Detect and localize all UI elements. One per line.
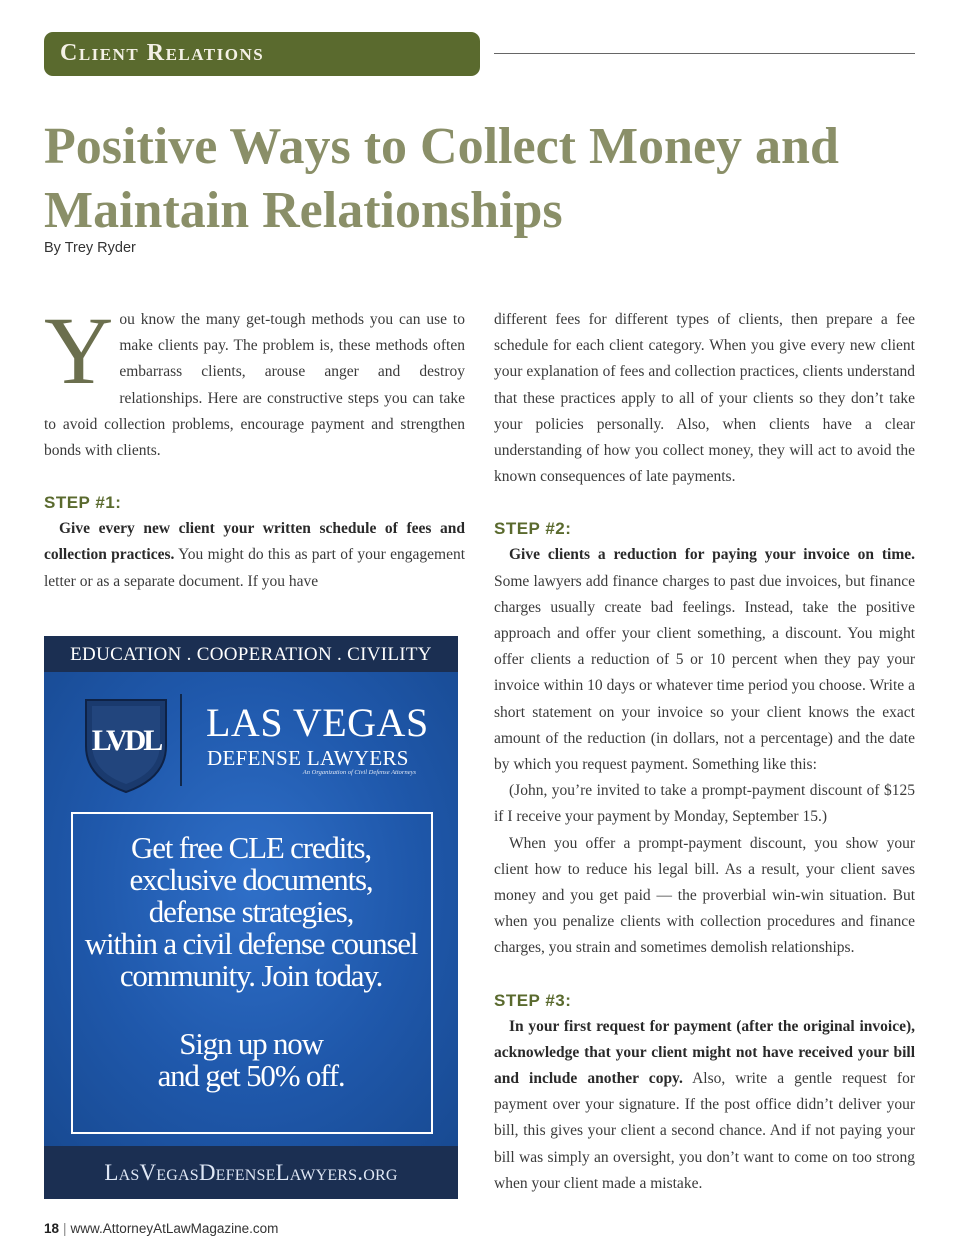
ad-pitch-line: community. Join today. (119, 958, 383, 993)
ad-pitch-line: defense strategies, (148, 894, 354, 929)
step-3-paragraph (494, 1014, 915, 1197)
section-label: Client Relations (60, 40, 265, 66)
ad-divider (180, 694, 182, 786)
ad-pitch-line: Get free CLE credits, (131, 830, 371, 865)
step-3-text: Also, write a gentle request for payment over your signature. If the post office didn’t deliver your bill, this gives your client a second chance. And if not paying your bill was simply an oversight, you don’t want to come on too strong when your client made a mistake. (494, 1070, 915, 1192)
intro-paragraph (44, 297, 465, 464)
ad-offer-line: Sign up now (179, 1026, 323, 1061)
page-number: 18 (44, 1221, 60, 1236)
ad-top-bar: EDUCATION . COOPERATION . CIVILITY (44, 636, 458, 672)
drop-cap: Y (44, 297, 114, 404)
ad-offer (74, 1028, 428, 1092)
step-2-paragraph (494, 542, 915, 778)
step-3-lead: In your first request for payment (after the original invoice), acknowledge that your client might not have received your bill and include another copy. (494, 1017, 915, 1088)
section-tab (44, 32, 480, 76)
left-column (44, 297, 466, 595)
intro-text: ou know the many get-tough methods you can use to make clients pay. The problem is, these methods often embarrass clients, arouse anger and destroy relationships. Here are constructive steps you can take to avoid collection problems, encourage payment and strengthen bonds with clients. (44, 311, 465, 460)
step-2-followup: When you offer a prompt-payment discount, you show your client how to reduce his legal bill. As a result, your client saves money and you get paid — the proverbial win-win situation. But when you penalize clients with collection procedures and finance charges, you strain and sometimes demolish relationships. (494, 834, 915, 957)
advertisement[interactable] (44, 636, 458, 1199)
step-3-heading: STEP #3: (494, 990, 572, 1010)
step-1-continued: different fees for different types of clients, then prepare a fee schedule for each client category. When you give every new client your explanation of fees and collection practices, clients understand that these practices apply to all of your clients so they don’t take your policies personally. Also, when clients have a clear understanding of how you collect money, they will act to avoid the known consequences of late payments. (494, 311, 915, 486)
ad-pitch-line: exclusive documents, (129, 862, 373, 897)
ad-url-link[interactable]: LasVegasDefenseLawyers.org (44, 1146, 458, 1199)
right-column (494, 307, 915, 1197)
footer-website[interactable]: www.AttorneyAtLawMagazine.com (70, 1221, 279, 1236)
ad-pitch (74, 832, 428, 992)
step-2-example: (John, you’re invited to take a prompt-payment discount of $125 if I receive your payment by Monday, September 15.) (494, 782, 915, 826)
ad-brand: LAS VEGAS (206, 700, 429, 745)
page-footer (44, 1221, 278, 1236)
step-1-text: You might do this as part of your engagement letter or as a separate document. If you have (44, 546, 466, 590)
article-title: Positive Ways to Collect Money and Maintain Relationships (44, 118, 839, 239)
step-1-lead: Give every new client your written schedule of fees and collection practices. (44, 520, 465, 564)
header-rule (494, 53, 915, 54)
ad-offer-line: and get 50% off. (157, 1058, 345, 1093)
byline: By Trey Ryder (44, 240, 136, 256)
step-2-lead: Give clients a reduction for paying your invoice on time. (509, 546, 915, 564)
ad-brand-sub: DEFENSE LAWYERS (207, 746, 409, 770)
step-1-paragraph (44, 516, 465, 595)
step-2-text: Some lawyers add finance charges to past due invoices, but finance charges usually create bad feelings. Instead, take the positive approach and offer your client something, a discount. You might offer clients a reduction of 5 or 10 percent when they pay your invoice within 10 days or whatever time period you choose. Write a short statement on your invoice so your client knows the exact amount of the reduction (in dollars, not a percentage) and the date by which you request payment. Something like this: (494, 572, 915, 774)
logo-monogram: LVDL (91, 724, 161, 757)
step-2-heading: STEP #2: (494, 519, 572, 539)
shield-logo-icon (82, 694, 170, 794)
ad-pitch-line: within a civil defense counsel (84, 926, 418, 961)
footer-separator: | (63, 1221, 67, 1236)
ad-tagline: An Organization of Civil Defense Attorneys (302, 769, 416, 776)
step-1-heading: STEP #1: (44, 493, 122, 513)
